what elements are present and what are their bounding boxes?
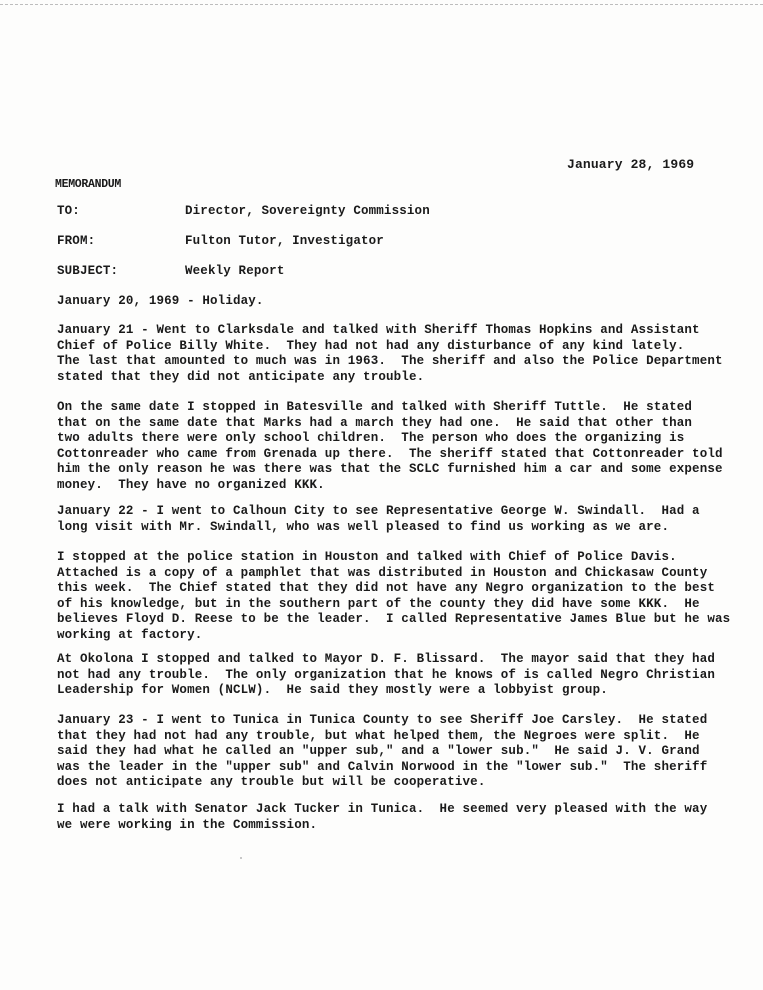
paragraph-line: him the only reason he was there was that the SCLC furnished him a car and some expense [57,462,723,477]
paragraph-line: January 21 - Went to Clarksdale and talked with Sheriff Thomas Hopkins and Assistant [57,323,700,337]
paragraph-line: On the same date I stopped in Batesville and talked with Sheriff Tuttle. He stated [57,400,693,414]
memo-heading: MEMORANDUM [55,178,122,191]
paragraph-line: we were working in the Commission. [57,817,318,832]
subject-value: Weekly Report [185,264,285,278]
subject-label: SUBJECT: [57,264,119,278]
paragraph-line: long visit with Mr. Swindall, who was well pleased to find us working as we are. [57,519,670,534]
paragraph-line: January 20, 1969 - Holiday. [57,294,264,308]
paragraph-houston [57,550,757,644]
to-value: Director, Sovereignty Commission [185,204,430,218]
paragraph-line: stated that they did not anticipate any trouble. [57,369,425,384]
paragraph-line: I stopped at the police station in Houston and talked with Chief of Police Davis. [57,550,677,564]
memo-date: January 28, 1969 [567,157,695,172]
paragraph-line: I had a talk with Senator Jack Tucker in Tunica. He seemed very pleased with the way [57,802,708,816]
paragraph-okolona [57,652,757,699]
paragraph-line: not had any trouble. The only organization that he knows of is called Negro Christian [57,667,716,682]
paragraph-line: Chief of Police Billy White. They had not had any disturbance of any kind lately. [57,338,685,353]
paragraph-line: does not anticipate any trouble but will be cooperative. [57,775,486,790]
paragraph-line: that they had not had any trouble, but what helped them, the Negroes were split. He [57,728,700,743]
paragraph-line: said they had what he called an "upper sub," and a "lower sub." He said J. V. Grand [57,744,700,759]
paragraph-line: money. They have no organized KKK. [57,477,325,492]
paragraph-line: that on the same date that Marks had a march they had one. He said that other than [57,415,693,430]
scan-edge-line [0,0,763,5]
scan-speck [240,857,242,859]
paragraph-line: Cottonreader who came from Grenada up there. The sheriff stated that Cottonreader told [57,446,723,461]
paragraph-line: Leadership for Women (NCLW). He said they mostly were a lobbyist group. [57,683,608,698]
paragraph-line: believes Floyd D. Reese to be the leader. I called Representative James Blue but he was [57,612,731,627]
from-label: FROM: [57,234,96,248]
paragraph-line: of his knowledge, but in the southern part of the county they did have some KKK. He [57,596,700,611]
paragraph-line: working at factory. [57,627,203,642]
paragraph-jan-20 [57,294,757,310]
paragraph-line: January 22 - I went to Calhoun City to see Representative George W. Swindall. Had a [57,504,700,518]
paragraph-line: The last that amounted to much was in 1963. The sheriff and also the Police Department [57,354,723,369]
to-label: TO: [57,204,80,218]
paragraph-batesville [57,400,757,494]
paragraph-jan-21 [57,323,757,385]
from-value: Fulton Tutor, Investigator [185,234,384,248]
paragraph-line: At Okolona I stopped and talked to Mayor D. F. Blissard. The mayor said that they had [57,652,716,666]
paragraph-line: two adults there were only school children. The person who does the organizing is [57,431,685,446]
paragraph-line: Attached is a copy of a pamphlet that was distributed in Houston and Chickasaw County [57,565,708,580]
paragraph-line: January 23 - I went to Tunica in Tunica County to see Sheriff Joe Carsley. He stated [57,713,708,727]
paragraph-tunica-senator [57,802,757,833]
paragraph-line: was the leader in the "upper sub" and Calvin Norwood in the "lower sub." The sheriff [57,759,708,774]
paragraph-jan-23 [57,713,757,791]
paragraph-line: this week. The Chief stated that they did not have any Negro organization to the best [57,581,716,596]
paragraph-jan-22 [57,504,757,535]
